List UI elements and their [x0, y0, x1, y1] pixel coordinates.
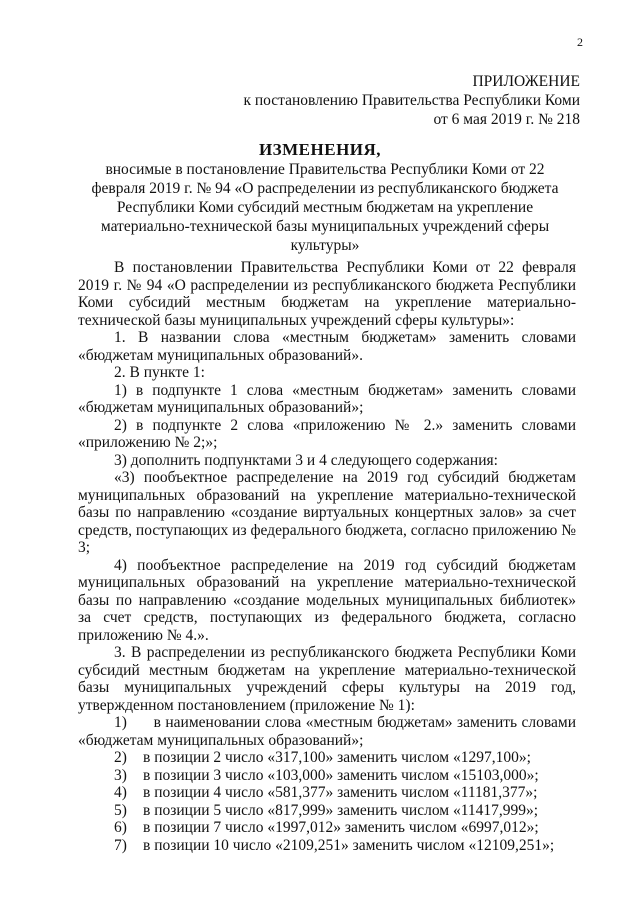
- list-item: [78, 802, 576, 820]
- appendix-line-3: от 6 мая 2019 г. № 218: [433, 111, 580, 128]
- list-item: [78, 767, 576, 785]
- intro-paragraph: В постановлении Правительства Республики Коми от 22 февраля 2019 г. № 94 «О распределении из республиканского бюджета Республики Коми субсидий местным бюджетам на укрепление материально-технической базы муниципальных учреждений сферы культуры»:: [78, 259, 576, 329]
- appendix-header: [220, 72, 580, 129]
- item-number: 7): [114, 836, 127, 854]
- item-text: в позиции 4 число «581,377» заменить числом «11181,377»;: [143, 784, 538, 801]
- list-item: [78, 837, 576, 855]
- document-title: ИЗМЕНЕНИЯ,: [258, 140, 382, 159]
- item-text: в позиции 5 число «817,999» заменить числом «11417,999»;: [143, 801, 539, 819]
- page-number: 2: [577, 35, 583, 49]
- item-text: в позиции 2 число «317,100» заменить числом «1297,100»;: [143, 749, 531, 766]
- item-number: 6): [114, 819, 127, 836]
- document-body: [78, 259, 576, 854]
- paragraph-2: 2. В пункте 1:: [114, 364, 205, 381]
- paragraph-2-2: 2) в подпункте 2 слова «приложению № 2.» заменить словами «приложению № 2;»;: [78, 416, 576, 451]
- list-item: [78, 749, 576, 767]
- item-number: 1): [114, 714, 127, 731]
- item-number: 2): [114, 749, 127, 766]
- list-item: [78, 784, 576, 802]
- paragraph-2-3: 3) дополнить подпунктами 3 и 4 следующего содержания:: [114, 451, 498, 469]
- item-text: в наименовании слова «местным бюджетам» заменить словами «бюджетам муниципальных образований»;: [78, 714, 576, 749]
- appendix-line-2: к постановлению Правительства Республики Коми: [243, 92, 580, 109]
- item-number: 5): [114, 801, 127, 819]
- item-number: 4): [114, 784, 127, 801]
- paragraph-1: 1. В названии слова «местным бюджетам» заменить словами «бюджетам муниципальных образований».: [78, 329, 576, 364]
- list-item: [78, 714, 576, 749]
- item-text: в позиции 3 число «103,000» заменить числом «15103,000»;: [143, 766, 539, 784]
- item-number: 3): [114, 766, 127, 784]
- document-subtitle: вносимые в постановление Правительства Республики Коми от 22 февраля 2019 г. № 94 «О распределении из республиканского бюджета Республики Коми субсидий местным бюджетам на укрепление материально-технической базы муниципальных учреждений сферы культуры»: [91, 161, 559, 254]
- item-text: в позиции 7 число «1997,012» заменить числом «6997,012»;: [143, 819, 539, 836]
- paragraph-2-3a: «3) пообъектное распределение на 2019 год субсидий бюджетам муниципальных образований на укрепление материально-технической базы по направлению «создание виртуальных концертных залов» за счет средств, поступающих из федерального бюджета, согласно приложению № 3;: [78, 469, 576, 556]
- paragraph-2-3b: 4) пообъектное распределение на 2019 год субсидий бюджетам муниципальных образований на укрепление материально-технической базы по направлению «создание модельных муниципальных библиотек» за счет средств, поступающих из федерального бюджета, согласно приложению № 4.».: [78, 556, 576, 644]
- appendix-label: ПРИЛОЖЕНИЕ: [472, 73, 580, 90]
- paragraph-2-1: 1) в подпункте 1 слова «местным бюджетам» заменить словами «бюджетам муниципальных образований»;: [78, 381, 576, 416]
- item-text: в позиции 10 число «2109,251» заменить числом «12109,251»;: [143, 836, 555, 854]
- paragraph-3: 3. В распределении из республиканского бюджета Республики Коми субсидий местным бюджетам на укрепление материально-технической базы муниципальных учреждений сферы культуры на 2019 год, утвержденном постановлением (приложение № 1):: [78, 644, 576, 714]
- list-item: [78, 819, 576, 837]
